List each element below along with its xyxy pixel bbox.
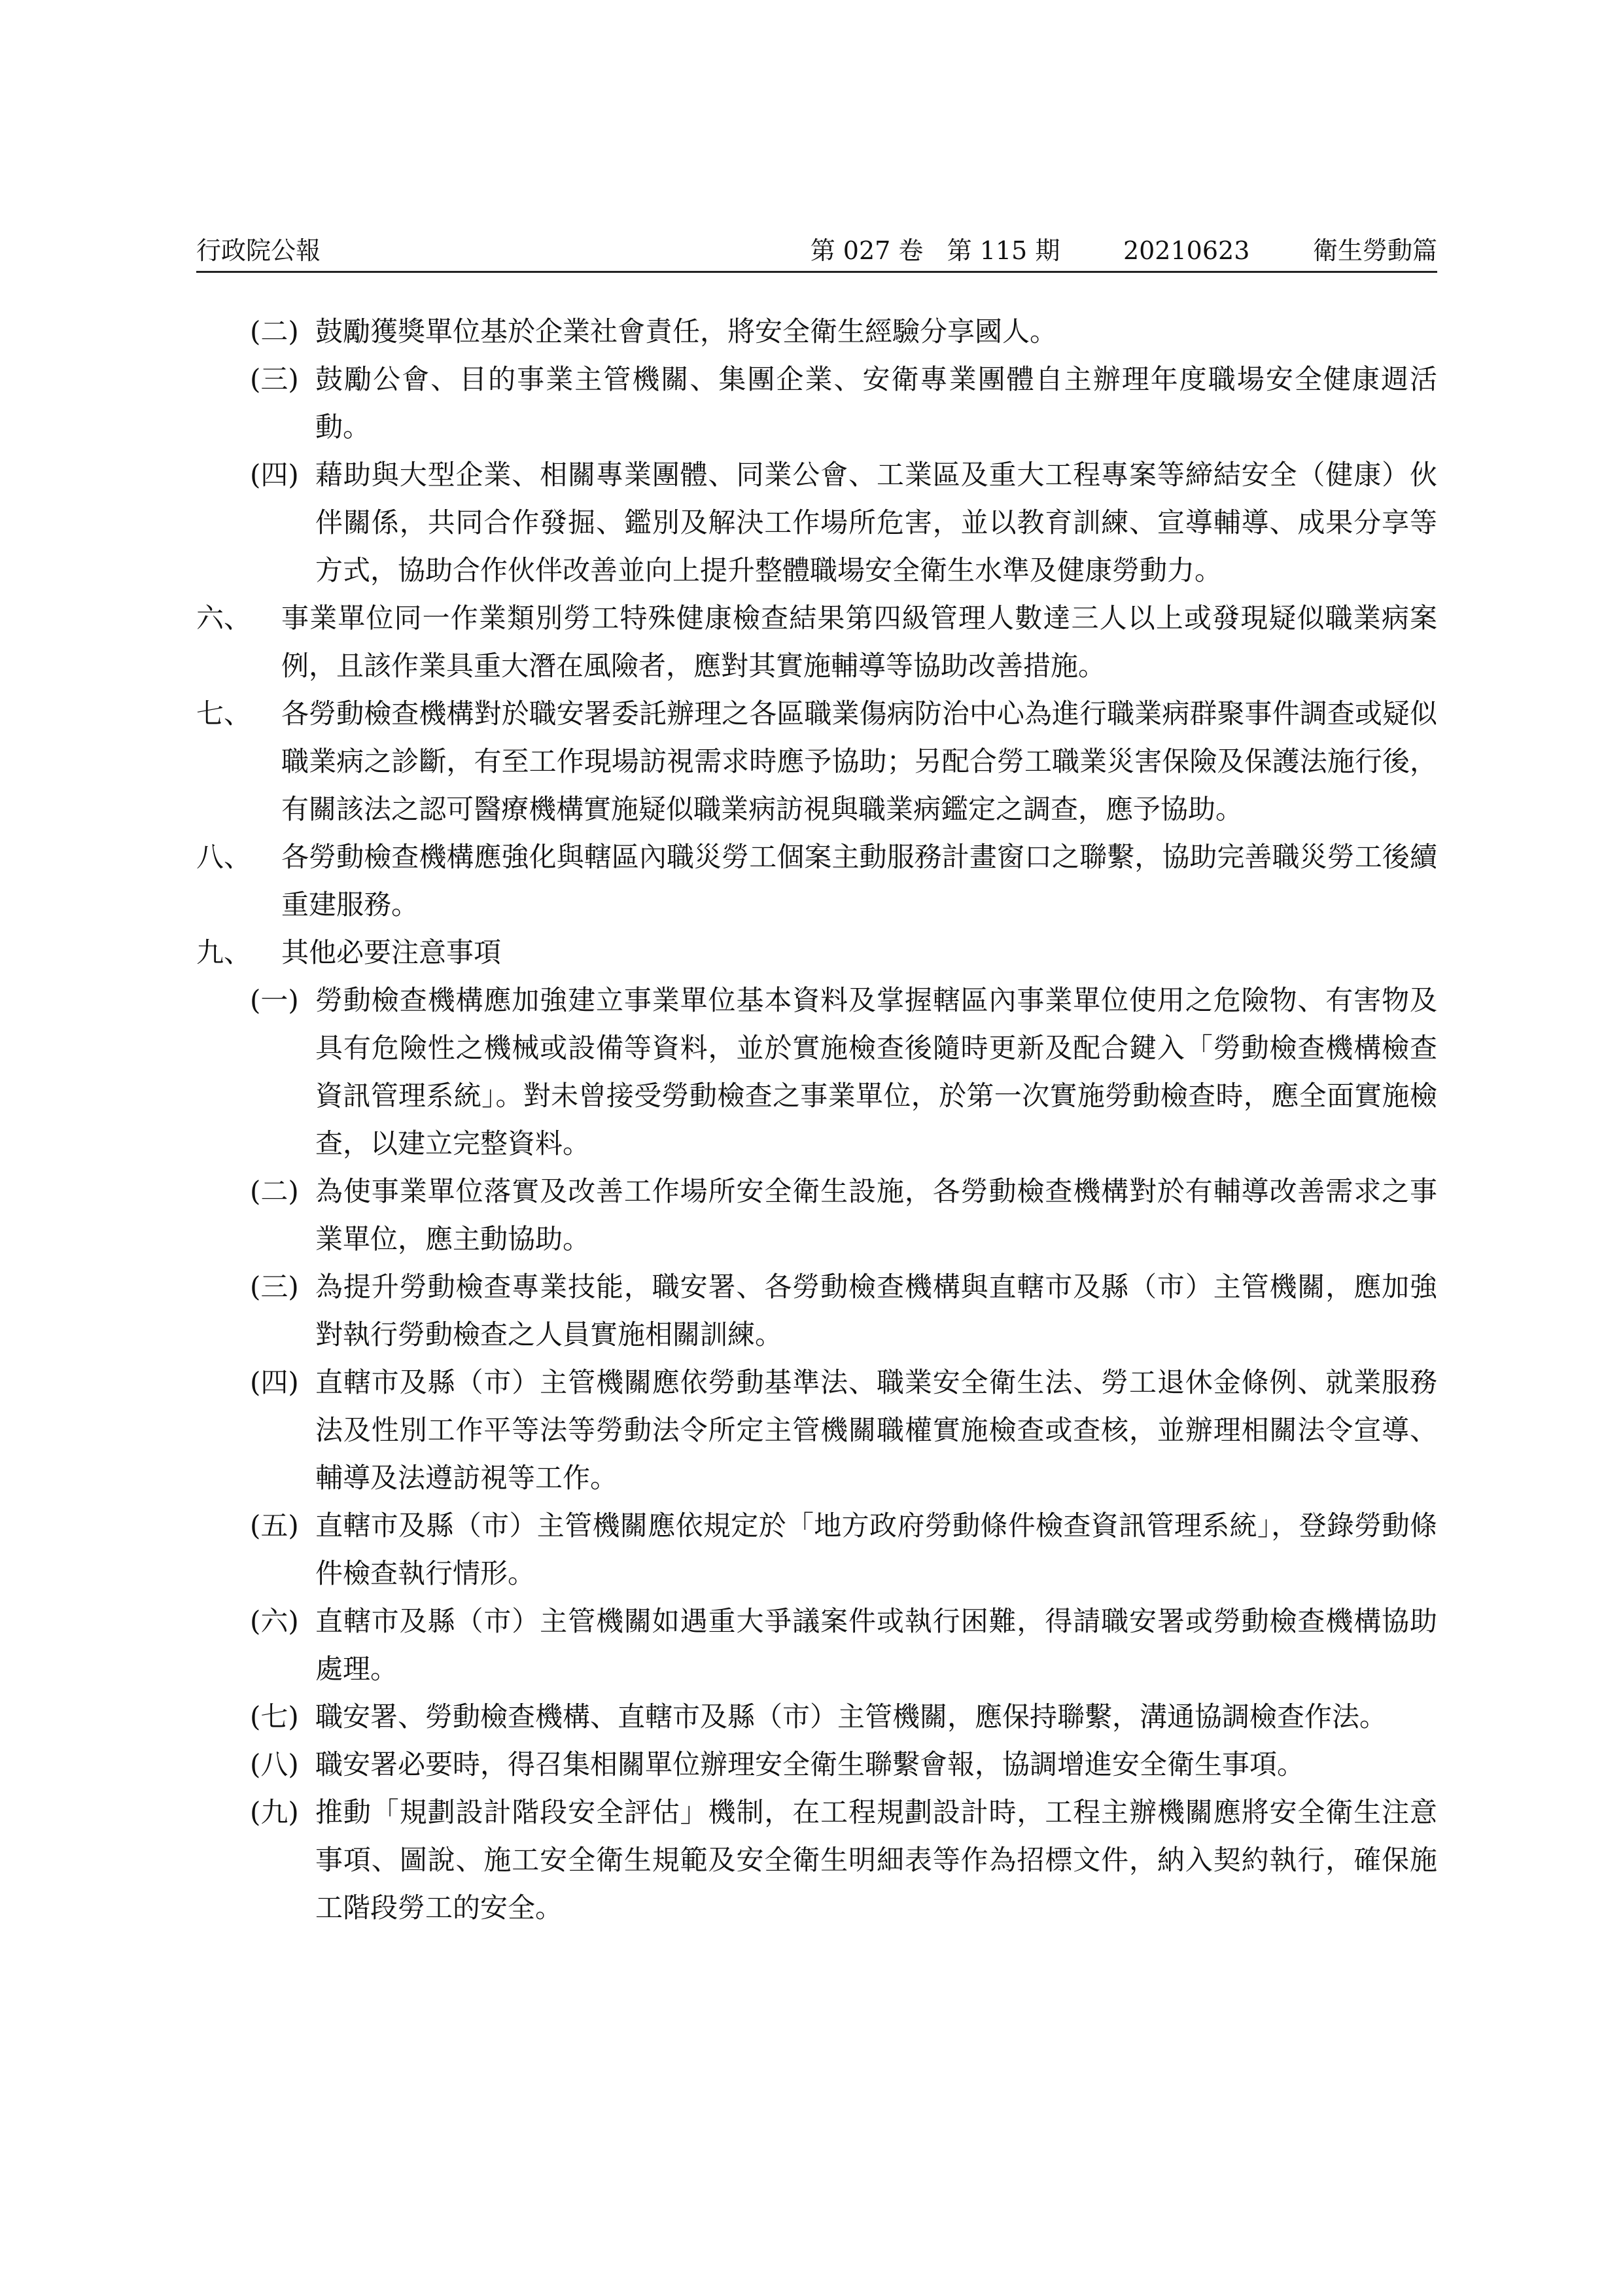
- section-number: 七、: [196, 698, 252, 730]
- clause-text: 藉助與大型企業、相關專業團體、同業公會、工業區及重大工程專案等締結安全（健康）伙伴關係，共同合作發掘、鑑別及解決工作場所危害，並以教育訓練、宣導輔導、成果分享等方式，協助合作伙伴改善並向上提升整體職場安全衛生水準及健康勞動力。: [315, 459, 1437, 586]
- clause-5-2: [196, 308, 1437, 355]
- section-text: 各勞動檢查機構對於職安署委託辦理之各區職業傷病防治中心為進行職業病群聚事件調查或疑似職業病之診斷，有至工作現場訪視需求時應予協助；另配合勞工職業災害保險及保護法施行後，有關該法之認可醫療機構實施疑似職業病訪視與職業病鑑定之調查，應予協助。: [281, 698, 1437, 825]
- clause-text: 勞動檢查機構應加強建立事業單位基本資料及掌握轄區內事業單位使用之危險物、有害物及具有危險性之機械或設備等資料，並於實施檢查後隨時更新及配合鍵入「勞動檢查機構檢查資訊管理系統」。對未曾接受勞動檢查之事業單位，於第一次實施勞動檢查時，應全面實施檢查，以建立完整資料。: [315, 984, 1437, 1159]
- issue-info: 第 027 卷 第 115 期 20210623 衛生勞動篇: [810, 236, 1437, 265]
- clause-9-4: [196, 1358, 1437, 1502]
- clause-9-1: [196, 976, 1437, 1167]
- clause-text: 職安署必要時，得召集相關單位辦理安全衛生聯繫會報，協調增進安全衛生事項。: [315, 1748, 1305, 1780]
- section-7: [196, 690, 1437, 833]
- section-number: 九、: [196, 936, 252, 968]
- clause-5-3: [196, 355, 1437, 451]
- clause-text: 鼓勵獲獎單位基於企業社會責任，將安全衛生經驗分享國人。: [315, 315, 1058, 347]
- clause-number: (二): [250, 1175, 299, 1207]
- section-8: [196, 833, 1437, 928]
- section-text: 其他必要注意事項: [281, 936, 502, 968]
- clause-number: (四): [250, 459, 299, 491]
- clause-text: 鼓勵公會、目的事業主管機關、集團企業、安衛專業團體自主辦理年度職場安全健康週活動。: [315, 363, 1437, 443]
- section-text: 各勞動檢查機構應強化與轄區內職災勞工個案主動服務計畫窗口之聯繫，協助完善職災勞工後續重建服務。: [281, 841, 1437, 921]
- clause-number: (一): [250, 984, 299, 1016]
- clause-9-6: [196, 1597, 1437, 1693]
- clause-number: (六): [250, 1605, 299, 1637]
- clause-number: (五): [250, 1510, 299, 1542]
- clause-9-7: [196, 1693, 1437, 1740]
- clause-number: (三): [250, 363, 299, 395]
- clause-text: 推動「規劃設計階段安全評估」機制，在工程規劃設計時，工程主辦機關應將安全衛生注意事項、圖說、施工安全衛生規範及安全衛生明細表等作為招標文件，納入契約執行，確保施工階段勞工的安全。: [315, 1796, 1437, 1924]
- clause-number: (七): [250, 1701, 299, 1733]
- clause-number: (四): [250, 1366, 299, 1398]
- page-header: [196, 230, 1437, 273]
- clause-text: 為提升勞動檢查專業技能，職安署、各勞動檢查機構與直轄市及縣（市）主管機關，應加強對執行勞動檢查之人員實施相關訓練。: [315, 1271, 1437, 1351]
- clause-9-5: [196, 1502, 1437, 1597]
- section-9: [196, 928, 1437, 976]
- clause-text: 直轄市及縣（市）主管機關應依勞動基準法、職業安全衛生法、勞工退休金條例、就業服務法及性別工作平等法等勞動法令所定主管機關職權實施檢查或查核，並辦理相關法令宣導、輔導及法遵訪視等工作。: [315, 1366, 1437, 1494]
- clause-9-9: [196, 1788, 1437, 1932]
- publication-name: 行政院公報: [196, 236, 321, 265]
- section-number: 八、: [196, 841, 252, 873]
- clause-text: 為使事業單位落實及改善工作場所安全衛生設施，各勞動檢查機構對於有輔導改善需求之事業單位，應主動協助。: [315, 1175, 1437, 1255]
- clause-number: (二): [250, 315, 299, 347]
- clause-number: (八): [250, 1748, 299, 1780]
- clause-5-4: [196, 451, 1437, 594]
- clause-text: 直轄市及縣（市）主管機關應依規定於「地方政府勞動條件檢查資訊管理系統」，登錄勞動條件檢查執行情形。: [315, 1510, 1437, 1589]
- clause-9-2: [196, 1167, 1437, 1263]
- section-text: 事業單位同一作業類別勞工特殊健康檢查結果第四級管理人數達三人以上或發現疑似職業病案例，且該作業具重大潛在風險者，應對其實施輔導等協助改善措施。: [281, 602, 1437, 682]
- clause-number: (九): [250, 1796, 299, 1828]
- clause-number: (三): [250, 1271, 299, 1303]
- document-body: [196, 308, 1437, 1932]
- clause-text: 直轄市及縣（市）主管機關如遇重大爭議案件或執行困難，得請職安署或勞動檢查機構協助處理。: [315, 1605, 1437, 1685]
- clause-9-8: [196, 1740, 1437, 1788]
- clause-text: 職安署、勞動檢查機構、直轄市及縣（市）主管機關，應保持聯繫，溝通協調檢查作法。: [315, 1701, 1387, 1733]
- section-6: [196, 594, 1437, 690]
- section-number: 六、: [196, 602, 252, 634]
- clause-9-3: [196, 1263, 1437, 1358]
